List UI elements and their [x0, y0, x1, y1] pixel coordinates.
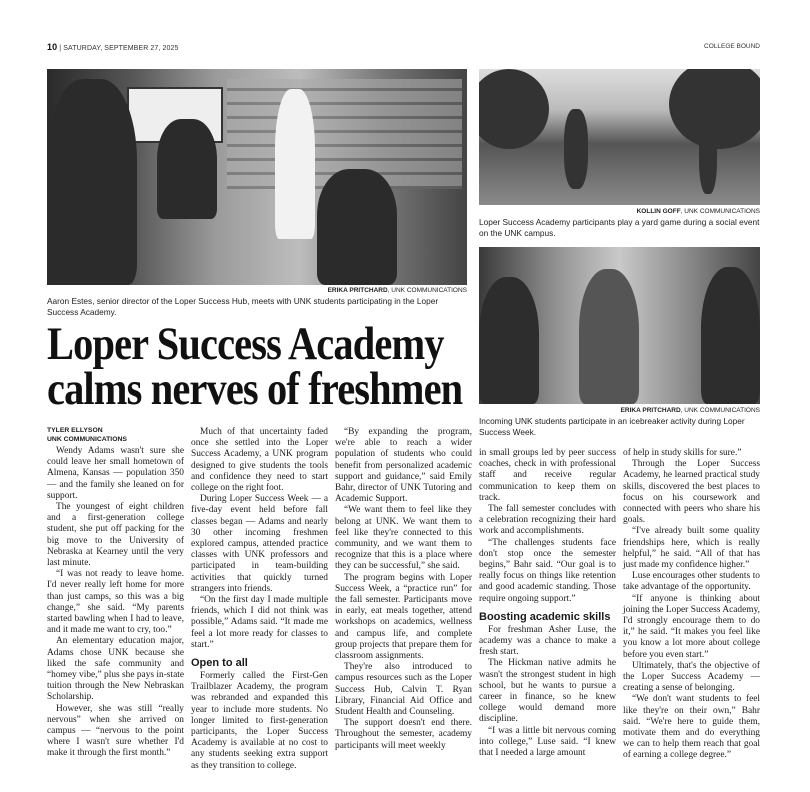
- paragraph: in small groups led by peer success coaches, check in with professional staff and receive regular communication to keep them on track.: [479, 448, 616, 503]
- page-number: 10: [47, 42, 58, 52]
- column-5: [623, 427, 760, 787]
- byline: TYLER ELLYSON UNK COMMUNICATIONS: [47, 427, 127, 443]
- paragraph: The program begins with Loper Success Week, a “practice run” for the fall semester. Participants move in early, eat meals together, attend workshops on academics, wellness and campus life, and complete group projects that prepare them for classroom assignments.: [335, 572, 472, 662]
- paragraph: Ultimately, that's the objective of the Loper Success Academy — creating a sense of belonging.: [623, 660, 760, 694]
- paragraph: “We don't want students to feel like they're on their own,” Bahr said. “We're here to guide them, motivate them and do everything we can to help them reach that goal of earning a college degree.”: [623, 694, 760, 761]
- paragraph: “By expanding the program, we're able to reach a wider population of students who could benefit from personalized academic support and guidance,” said Emily Bahr, director of UNK Tutoring and Academic Support.: [335, 427, 472, 505]
- column-2: [191, 427, 328, 787]
- photo-icebreaker: [479, 247, 760, 404]
- paragraph: “The challenges students face don't stop once the semester begins,” Bahr said. “Our goal is to really focus on things like retention and good academic standing. Those require ongoing support.”: [479, 537, 616, 604]
- paragraph: Formerly called the First-Gen Trailblazer Academy, the program was rebranded and expanded this year to include more students. No longer limited to first-generation participants, the Loper Success Academy is available at no cost to any students seeking extra support as they transition to college.: [191, 671, 328, 771]
- subhead: Open to all: [191, 657, 248, 670]
- paragraph: The support doesn't end there. Throughout the semester, academy participants will meet weekly: [335, 718, 472, 751]
- headline-line-2: calms nerves of freshmen: [47, 363, 463, 415]
- paragraph: Much of that uncertainty faded once she settled into the Loper Success Academy, a UNK program designed to give students the tools and confidence they need to start college on the right foot.: [191, 427, 328, 494]
- photo-credit: ERIKA PRITCHARD, UNK COMMUNICATIONS: [620, 407, 760, 414]
- photo-yard-game: [479, 69, 760, 205]
- paragraph: They're also introduced to campus resources such as the Loper Success Hub, Calvin T. Ryan Library, Financial Aid Office and Student Health and Counseling.: [335, 662, 472, 718]
- figure-shape: [47, 79, 137, 285]
- column-3: [335, 427, 472, 787]
- paragraph: During Loper Success Week — a five-day event held before fall classes began — Adams and nearly 30 other incoming freshmen explored campus, attended practice classes with UNK professors and participated in team-building activities that quickly turned strangers into friends.: [191, 494, 328, 594]
- paragraph: The Hickman native admits he wasn't the strongest student in high school, but he wants to pursue a career in finance, so he knew college would demand more discipline.: [479, 658, 616, 725]
- figure-shape: [564, 109, 588, 189]
- paragraph: The fall semester concludes with a celebration recognizing their hard work and accomplishments.: [479, 504, 616, 537]
- paragraph: of help in study skills for sure.”: [623, 448, 742, 458]
- figure-shape: [701, 267, 760, 404]
- subhead: Boosting academic skills: [479, 610, 611, 623]
- paragraph: An elementary education major, Adams chose UNK because she liked the safe community and “homey vibe,” plus she pays in-state tuition through the New Nebraskan Scholarship.: [47, 636, 184, 703]
- paragraph: Luse encourages other students to take advantage of the opportunity.: [623, 571, 760, 593]
- paragraph: “I was a little bit nervous coming into college,” Luse said. “I knew that I needed a large amount: [479, 725, 616, 759]
- column-4: [479, 427, 616, 787]
- column-1: [47, 427, 184, 787]
- photo-caption: Aaron Estes, senior director of the Loper Success Hub, meets with UNK students participating in the Loper Success Academy.: [47, 296, 439, 317]
- paragraph: Through the Loper Success Academy, he learned practical study skills, discovered the best places to focus on his coursework and connected with peers who share his goals.: [623, 459, 760, 526]
- figure-shape: [317, 169, 397, 285]
- figure-shape: [579, 269, 639, 404]
- figure-shape: [699, 114, 717, 194]
- paragraph: “I've already built some quality friendships here, which is really helpful,” he said. “All of that has just made my confidence higher.”: [623, 526, 760, 571]
- paragraph: “We want them to feel like they belong at UNK. We want them to feel like they're connected to this community, and we want them to recognize that this is a place where they can be successful,” she said.: [335, 505, 472, 572]
- article-body: [47, 427, 760, 787]
- headline-line-1: Loper Success Academy: [47, 318, 444, 370]
- paragraph: For freshman Asher Luse, the academy was a chance to make a fresh start.: [479, 624, 616, 658]
- figure-shape: [157, 119, 217, 219]
- headline: [47, 318, 463, 415]
- tree-shape: [479, 69, 549, 149]
- paragraph: Wendy Adams wasn't sure she could leave her small hometown of Almena, Kansas — population 350 — and the family she leaned on for support.: [47, 446, 184, 501]
- paragraph: “On the first day I made multiple friends, which I did not think was possible,” Adams said. “It made me feel a lot more ready for classes to start.”: [191, 595, 328, 650]
- photo-classroom: [47, 69, 467, 285]
- paragraph: “If anyone is thinking about joining the Loper Success Academy, I'd strongly encourage them to do it,” he said. “It makes you feel like you know a lot more about college before you even start.”: [623, 593, 760, 660]
- paragraph: “I was not ready to leave home. I'd never really left home for more than just camps, so this was a big change,” she said. “My parents started bawling when I had to leave, and it made me want to cry, too.”: [47, 569, 184, 636]
- photo-credit: ERIKA PRITCHARD, UNK COMMUNICATIONS: [327, 287, 467, 294]
- photo-credit: KOLLIN GOFF, UNK COMMUNICATIONS: [636, 208, 760, 215]
- issue-date: SATURDAY, SEPTEMBER 27, 2025: [63, 45, 179, 52]
- figure-shape: [275, 89, 315, 239]
- paragraph: However, she was still “really nervous” when she arrived on campus — “nervous to the point where I wasn't sure whether I'd make it through the first month.”: [47, 703, 184, 759]
- page-folio: 10 | SATURDAY, SEPTEMBER 27, 2025: [47, 42, 179, 52]
- paragraph: The youngest of eight children and a first-generation college student, she put off packing for the big move to the University of Nebraska at Kearney until the very last minute.: [47, 502, 184, 569]
- photo-caption: Loper Success Academy participants play a yard game during a social event on the UNK campus.: [479, 217, 760, 238]
- photo-caption: Incoming UNK students participate in an icebreaker activity during Loper Success Week.: [479, 416, 745, 437]
- figure-shape: [479, 277, 539, 404]
- section-name: COLLEGE BOUND: [704, 43, 760, 50]
